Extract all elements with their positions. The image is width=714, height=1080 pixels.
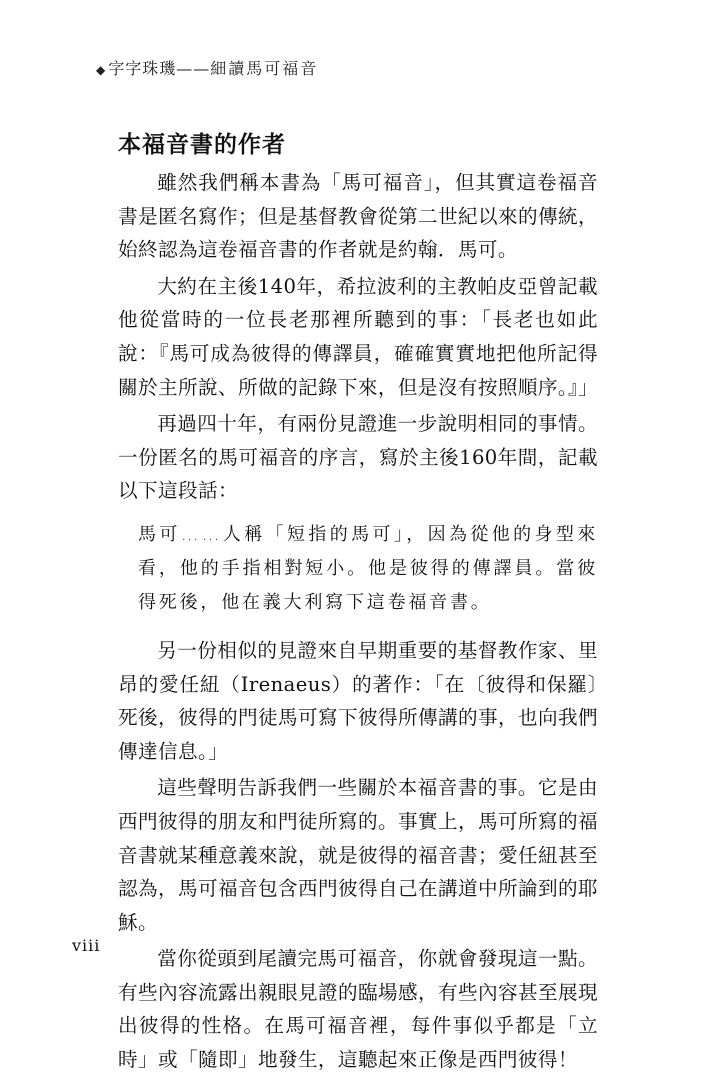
section-title: 本福音書的作者 [118,131,286,158]
paragraph: 當你從頭到尾讀完馬可福音，你就會發現這一點。有些內容流露出親眼見證的臨場感，有些內容甚至展現出彼得的性格。在馬可福音裡，每件事似乎都是「立時」或「隨即」地發生，這聽起來正像是西門彼得！ [118,947,598,1072]
paragraph: 雖然我們稱本書為「馬可福音」，但其實這卷福音書是匿名寫作；但是基督教會從第二世紀以來的傳統，始終認為這卷福音書的作者就是約翰．馬可。 [118,171,598,262]
book-subtitle: 細讀馬可福音 [210,59,319,78]
paragraph: 再過四十年，有兩份見證進一步說明相同的事情。一份匿名的馬可福音的序言，寫於主後160年間，記載以下這段話： [118,412,598,503]
paragraph: 另一份相似的見證來自早期重要的基督教作家、里昂的愛任紐（Irenaeus）的著作：「在〔彼得和保羅〕死後，彼得的門徒馬可寫下彼得所傳講的事，也向我們傳達信息。」 [118,638,598,763]
header-dash: —— [176,59,211,78]
book-title: 字字珠璣 [108,59,177,78]
running-header [96,56,318,79]
diamond-icon: ◆ [96,63,107,77]
paragraph: 這些聲明告訴我們一些關於本福音書的事。它是由西門彼得的朋友和門徒所寫的。事實上，馬可所寫的福音書就某種意義來說，就是彼得的福音書；愛任紐甚至認為，馬可福音包含西門彼得自己在講道中所論到的耶穌。 [118,776,598,934]
paragraph: 大約在主後140年，希拉波利的主教帕皮亞曾記載他從當時的一位長老那裡所聽到的事：「長老也如此說：『馬可成為彼得的傳譯員，確確實實地把他所記得關於主所說、所做的記錄下來，但是沒有按照順序。』」 [118,274,599,399]
page-number: viii [72,936,101,955]
body-text [118,166,598,1080]
block-quote: 馬可……人稱「短指的馬可」，因為從他的身型來看，他的手指相對短小。他是彼得的傳譯員。當彼得死後，他在義大利寫下這卷福音書。 [138,523,598,613]
